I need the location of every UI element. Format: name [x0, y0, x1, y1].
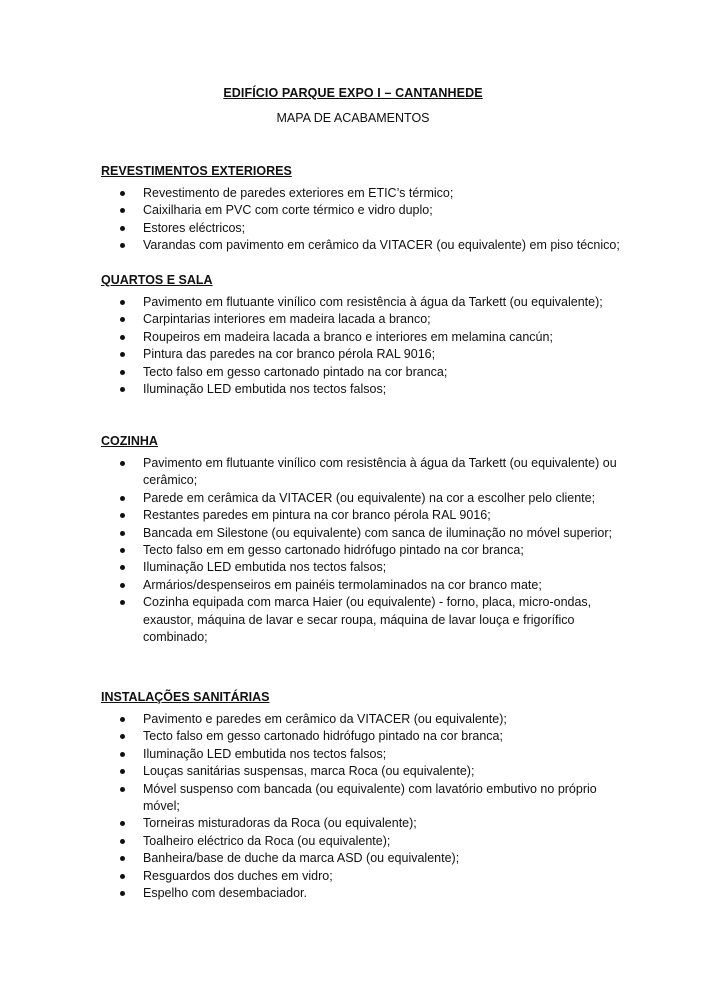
- bullet-icon: [120, 531, 125, 536]
- list-item: [101, 559, 621, 576]
- section-cozinha: [101, 432, 621, 646]
- list-item: [101, 185, 621, 202]
- list-item: [101, 381, 621, 398]
- list-item: [101, 311, 621, 328]
- section-revestimentos-exteriores: [101, 162, 621, 255]
- list-item: [101, 577, 621, 594]
- bullet-icon: [120, 856, 125, 861]
- list-item-text: Resguardos dos duches em vidro;: [143, 868, 333, 883]
- bullet-icon: [120, 548, 125, 553]
- bullet-icon: [120, 243, 125, 248]
- bullet-icon: [120, 734, 125, 739]
- bullet-list: [101, 185, 621, 255]
- section-heading: INSTALAÇÕES SANITÁRIAS: [101, 690, 270, 704]
- list-item-text: Bancada em Silestone (ou equivalente) com sanca de iluminação no móvel superior;: [143, 525, 613, 540]
- list-item: [101, 364, 621, 381]
- list-item: [101, 711, 621, 728]
- bullet-icon: [120, 370, 125, 375]
- bullet-list: [101, 455, 621, 646]
- bullet-icon: [120, 839, 125, 844]
- section-heading: COZINHA: [101, 434, 158, 448]
- list-item-text: Iluminação LED embutida nos tectos falsos;: [143, 746, 387, 761]
- list-item-text: Varandas com pavimento em cerâmico da VITACER (ou equivalente) em piso técnico;: [143, 238, 620, 253]
- bullet-icon: [120, 717, 125, 722]
- bullet-icon: [120, 226, 125, 231]
- list-item: [101, 746, 621, 763]
- list-item-text: Estores eléctricos;: [143, 220, 246, 235]
- bullet-icon: [120, 191, 125, 196]
- list-item-text: Pavimento e paredes em cerâmico da VITACER (ou equivalente);: [143, 712, 507, 726]
- section-heading: REVESTIMENTOS EXTERIORES: [101, 164, 292, 178]
- list-item: [101, 885, 621, 902]
- list-item-text: Parede em cerâmica da VITACER (ou equivalente) na cor a escolher pelo cliente;: [143, 490, 596, 505]
- bullet-icon: [120, 821, 125, 826]
- list-item-text: Tecto falso em em gesso cartonado hidrófugo pintado na cor branca;: [143, 543, 524, 558]
- list-item-text: Pintura das paredes na cor branco pérola RAL 9016;: [143, 347, 436, 362]
- list-item-text: Espelho com desembaciador.: [143, 886, 307, 901]
- bullet-icon: [120, 317, 125, 322]
- list-item: [101, 346, 621, 363]
- list-item-text: Revestimento de paredes exteriores em ETIC’s térmico;: [143, 186, 454, 200]
- bullet-list: [101, 294, 621, 398]
- list-item: [101, 455, 621, 490]
- bullet-icon: [120, 300, 125, 305]
- list-item: [101, 507, 621, 524]
- list-item-text: Móvel suspenso com bancada (ou equivalente) com lavatório embutivo no próprio móvel;: [143, 781, 597, 814]
- bullet-icon: [120, 352, 125, 357]
- bullet-icon: [120, 461, 125, 466]
- document-title: EDIFÍCIO PARQUE EXPO I – CANTANHEDE: [223, 86, 483, 100]
- list-item: [101, 202, 621, 219]
- list-item-text: Torneiras misturadoras da Roca (ou equivalente);: [143, 816, 417, 831]
- list-item-text: Cozinha equipada com marca Haier (ou equivalente) - forno, placa, micro-ondas, exaustor, máquina de lavar e secar roupa, máquina de lavar louça e frigorífico combinado;: [143, 595, 592, 645]
- list-item: [101, 763, 621, 780]
- list-item: [101, 294, 621, 311]
- list-item-text: Restantes paredes em pintura na cor branco pérola RAL 9016;: [143, 508, 491, 523]
- bullet-list: [101, 711, 621, 902]
- list-item: [101, 237, 621, 254]
- list-item-text: Roupeiros em madeira lacada a branco e interiores em melamina cancún;: [143, 329, 553, 344]
- bullet-icon: [120, 787, 125, 792]
- bullet-icon: [120, 565, 125, 570]
- section-instalacoes-sanitarias: [101, 688, 621, 902]
- bullet-icon: [120, 208, 125, 213]
- bullet-icon: [120, 600, 125, 605]
- list-item: [101, 594, 621, 646]
- list-item-text: Iluminação LED embutida nos tectos falsos;: [143, 382, 387, 397]
- bullet-icon: [120, 513, 125, 518]
- list-item: [101, 868, 621, 885]
- list-item-text: Tecto falso em gesso cartonado pintado na cor branca;: [143, 364, 448, 379]
- bullet-icon: [120, 891, 125, 896]
- bullet-icon: [120, 335, 125, 340]
- list-item-text: Banheira/base de duche da marca ASD (ou equivalente);: [143, 851, 460, 866]
- list-item: [101, 220, 621, 237]
- list-item-text: Armários/despenseiros em painéis termolaminados na cor branco mate;: [143, 577, 542, 592]
- list-item-text: Tecto falso em gesso cartonado hidrófugo pintado na cor branca;: [143, 729, 503, 744]
- list-item: [101, 850, 621, 867]
- list-item: [101, 833, 621, 850]
- list-item: [101, 815, 621, 832]
- list-item: [101, 490, 621, 507]
- list-item: [101, 728, 621, 745]
- list-item-text: Toalheiro eléctrico da Roca (ou equivalente);: [143, 833, 391, 848]
- bullet-icon: [120, 874, 125, 879]
- section-heading: QUARTOS E SALA: [101, 273, 213, 287]
- bullet-icon: [120, 496, 125, 501]
- list-item-text: Carpintarias interiores em madeira lacada a branco;: [143, 312, 431, 327]
- list-item-text: Pavimento em flutuante vinílico com resistência à água da Tarkett (ou equivalente);: [143, 295, 603, 309]
- list-item-text: Pavimento em flutuante vinílico com resistência à água da Tarkett (ou equivalente) ou cerâmico;: [143, 456, 617, 488]
- list-item-text: Iluminação LED embutida nos tectos falsos;: [143, 560, 387, 575]
- section-quartos-e-sala: [101, 271, 621, 398]
- document-subtitle: MAPA DE ACABAMENTOS: [276, 111, 430, 125]
- bullet-icon: [120, 752, 125, 757]
- bullet-icon: [120, 769, 125, 774]
- list-item-text: Caixilharia em PVC com corte térmico e vidro duplo;: [143, 203, 433, 218]
- list-item: [101, 525, 621, 542]
- list-item-text: Louças sanitárias suspensas, marca Roca (ou equivalente);: [143, 764, 475, 779]
- list-item: [101, 329, 621, 346]
- list-item: [101, 781, 621, 816]
- list-item: [101, 542, 621, 559]
- bullet-icon: [120, 387, 125, 392]
- bullet-icon: [120, 583, 125, 588]
